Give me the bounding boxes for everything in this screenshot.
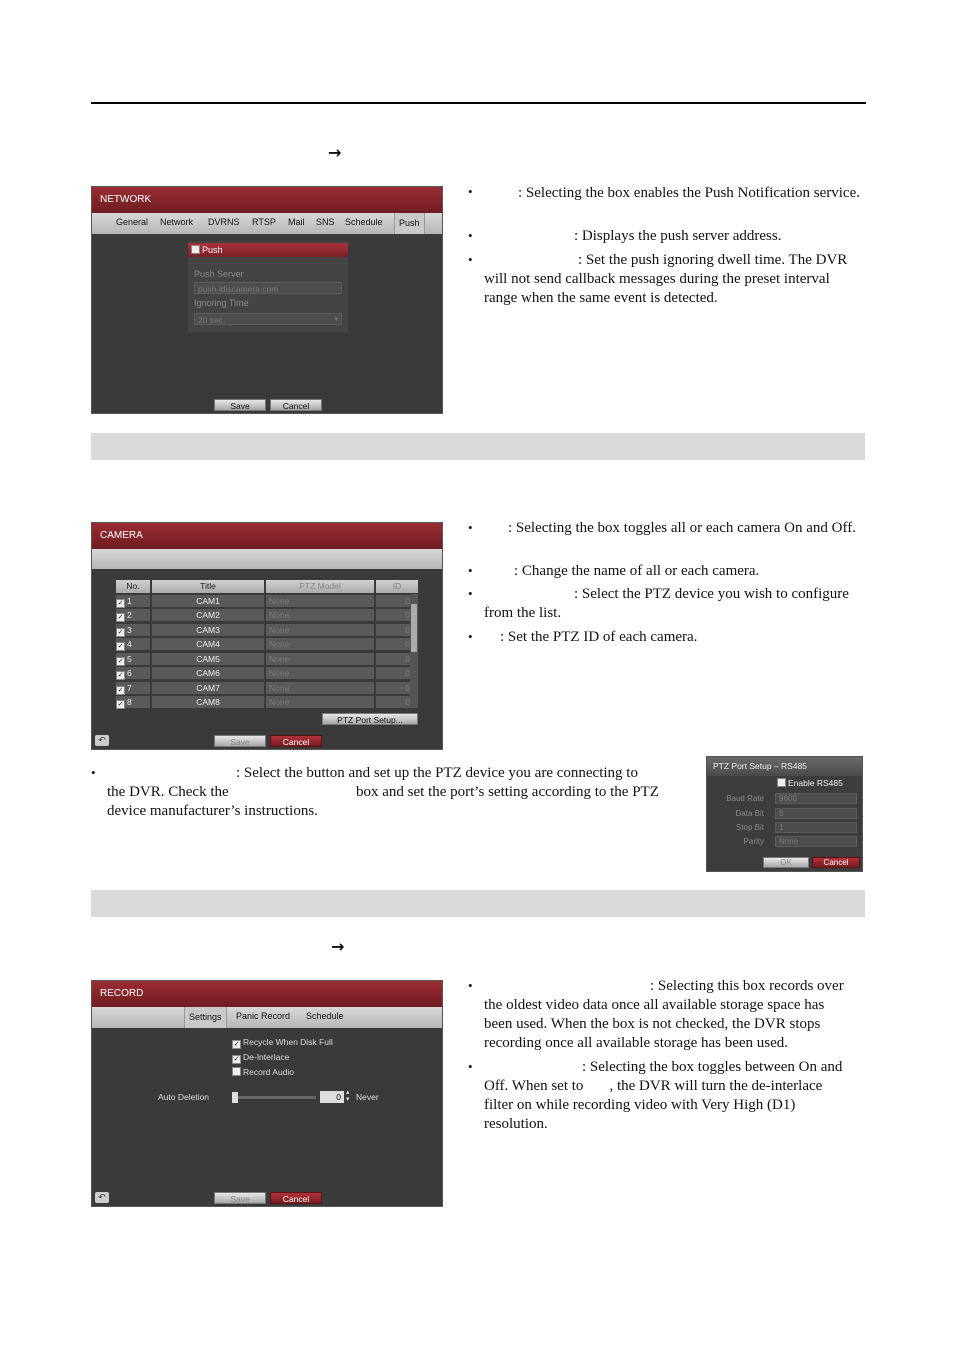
enable-rs485-checkbox[interactable]	[777, 778, 843, 788]
bullet-icon: •	[468, 228, 473, 243]
record-screen	[91, 980, 443, 1207]
tab-schedule[interactable]: Schedule	[345, 217, 383, 227]
back-icon[interactable]: ↶	[95, 735, 109, 746]
tab-schedule[interactable]: Schedule	[306, 1011, 344, 1021]
tab-rtsp[interactable]: RTSP	[252, 217, 276, 227]
ptz-bullet-line2b: box and set the port’s setting according to the PTZ	[356, 784, 659, 800]
network-title: NETWORK	[92, 187, 442, 213]
ptz-port-setup-dialog	[706, 756, 863, 872]
back-icon[interactable]: ↶	[95, 1192, 109, 1203]
baud-rate-select[interactable]: 9600	[775, 793, 857, 804]
slider-handle[interactable]	[232, 1092, 238, 1103]
baud-rate-label: Baud Rate	[726, 794, 764, 803]
header-rule	[91, 102, 866, 104]
table-scrollbar[interactable]	[410, 594, 418, 708]
checkbox-icon[interactable]	[777, 778, 786, 787]
tab-settings[interactable]: Settings	[184, 1007, 227, 1028]
push-checkbox[interactable]	[191, 245, 200, 254]
bullet-icon: •	[468, 563, 473, 578]
ptz-bullet-line1: : Select the button and set up the PTZ device you are connecting to	[236, 765, 638, 781]
push-bullet-2: : Displays the push server address.	[574, 228, 782, 244]
camera-screen: CAMERA No. Title PTZ Model ID ✓ 1 CAM1 None 0 ✓ 2 CAM2 None 0 ✓ 3 CAM3 None 0 ✓ 4 CAM4 None 0 ✓ 5 CAM5 None 0 ✓ 6 CAM6 None 0 ✓ 7 CAM7 None 0 ✓ 8 CAM8 None 0 PTZ Port Setup... ↶ Save Cancel	[91, 522, 443, 750]
camera-tabs	[92, 549, 442, 569]
push-bullet-1: : Selecting the box enables the Push Notification service.	[518, 185, 860, 201]
camera-title: CAMERA	[92, 523, 442, 549]
tab-sns[interactable]: SNS	[316, 217, 335, 227]
bullet-icon: •	[468, 184, 473, 199]
cancel-button[interactable]: Cancel	[812, 857, 860, 868]
tab-push[interactable]: Push	[394, 213, 425, 234]
ptz-bullet-line2a: the DVR. Check the	[107, 784, 229, 800]
parity-select[interactable]: None	[775, 836, 857, 847]
bullet-icon: •	[468, 520, 473, 535]
stop-bit-select[interactable]: 1	[775, 822, 857, 833]
section-band	[91, 890, 865, 917]
auto-deletion-text: Never	[356, 1092, 379, 1102]
data-bit-label: Data Bit	[735, 809, 764, 818]
camera-bullet-4: : Set the PTZ ID of each camera.	[500, 629, 698, 645]
bullet-icon: •	[468, 978, 473, 993]
stop-bit-label: Stop Bit	[735, 823, 764, 832]
section-band	[91, 433, 865, 460]
ignoring-time-select[interactable]	[194, 313, 342, 325]
chevron-down-icon: ▾	[334, 316, 338, 323]
camera-bullet-2: : Change the name of all or each camera.	[514, 563, 760, 579]
push-label: Push	[202, 245, 223, 255]
bullet-icon: •	[468, 252, 473, 267]
record-audio-checkbox[interactable]: Record Audio	[232, 1067, 294, 1077]
cancel-button[interactable]: Cancel	[270, 735, 322, 747]
tab-network[interactable]: Network	[160, 217, 194, 227]
push-server-label: Push Server	[194, 269, 244, 279]
camera-bullet-3: : Select the PTZ device you wish to configure from the list.	[484, 586, 849, 621]
record-tabs	[92, 1007, 442, 1028]
parity-label: Parity	[743, 837, 764, 846]
dialog-title: PTZ Port Setup – RS485	[707, 757, 863, 776]
col-title: Title	[152, 580, 264, 593]
col-no: No.	[116, 580, 150, 593]
network-screen	[91, 186, 443, 414]
auto-deletion-slider[interactable]	[232, 1096, 316, 1099]
arrow-icon: →	[331, 937, 345, 956]
recycle-checkbox[interactable]: ✓ Recycle When Disk Full	[233, 1037, 333, 1048]
cancel-button[interactable]: Cancel	[270, 399, 322, 411]
stepper-arrows-icon[interactable]: ▴ ▾	[346, 1089, 350, 1103]
push-bullet-3: : Set the push ignoring dwell time. The DVR will not send callback messages during the preset interval range when the same event is detected.	[484, 252, 848, 306]
tab-dvrns[interactable]: DVRNS	[208, 217, 240, 227]
deinterlace-checkbox[interactable]: ✓ De-Interlace	[233, 1052, 290, 1063]
save-button[interactable]: Save	[214, 399, 266, 411]
data-bit-select[interactable]: 8	[775, 808, 857, 819]
ok-button[interactable]: OK	[763, 857, 809, 868]
record-bullet-1: : Selecting this box records over the oldest video data once all available storage space has been used. When the box is not checked, the DVR stops recording once all available storage has been used.	[484, 978, 844, 1051]
arrow-icon: →	[328, 143, 342, 162]
bullet-icon: •	[468, 1059, 473, 1074]
ptz-bullet-line3: device manufacturer’s instructions.	[107, 803, 318, 819]
push-server-field: push.idiscamera.com	[194, 282, 342, 294]
bullet-icon: •	[468, 629, 473, 644]
bullet-icon: •	[468, 586, 473, 601]
col-id: ID	[376, 580, 418, 593]
bullet-icon: •	[91, 765, 96, 780]
tab-mail[interactable]: Mail	[288, 217, 305, 227]
enable-rs485-label: Enable RS485	[788, 778, 843, 788]
col-ptz-model: PTZ Model	[266, 580, 374, 593]
ignoring-time-value: 20 sec.	[198, 315, 226, 325]
record-title: RECORD	[92, 981, 442, 1007]
push-checkbox-row[interactable]	[188, 243, 348, 257]
save-button[interactable]: Save	[214, 1192, 266, 1204]
tab-panic-record[interactable]: Panic Record	[236, 1011, 291, 1021]
auto-deletion-label: Auto Deletion	[158, 1092, 210, 1102]
tab-general[interactable]: General	[116, 217, 149, 227]
save-button[interactable]: Save	[214, 735, 266, 747]
auto-deletion-stepper[interactable]: 0	[320, 1091, 344, 1103]
record-bullet-2: : Selecting the box toggles between On and Off. When set to , the DVR will turn the de-interlace filter on while recording video with Very High (D1) resolution.	[484, 1059, 843, 1132]
scrollbar-thumb[interactable]	[411, 604, 417, 652]
network-tabs	[92, 213, 442, 234]
ptz-port-setup-button[interactable]: PTZ Port Setup...	[322, 713, 418, 725]
ignoring-time-label: Ignoring Time	[194, 298, 249, 308]
cancel-button[interactable]: Cancel	[270, 1192, 322, 1204]
camera-bullet-1: : Selecting the box toggles all or each camera On and Off.	[508, 520, 856, 536]
